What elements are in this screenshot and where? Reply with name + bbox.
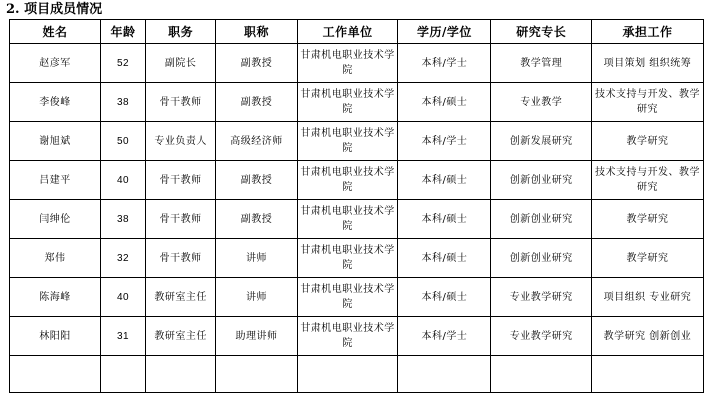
column-header-name: 姓名 [10, 20, 101, 44]
member-name: 赵彦军 [10, 44, 101, 83]
empty-cell [297, 356, 397, 393]
member-name: 陈海峰 [10, 278, 101, 317]
member-specialty: 专业教学研究 [491, 278, 591, 317]
member-title: 讲师 [216, 239, 298, 278]
member-row [10, 44, 704, 83]
member-specialty: 创新发展研究 [491, 122, 591, 161]
member-age: 40 [101, 278, 146, 317]
member-unit: 甘肃机电职业技术学院 [297, 122, 397, 161]
column-header-specialty: 研究专长 [491, 20, 591, 44]
member-unit: 甘肃机电职业技术学院 [297, 83, 397, 122]
member-task: 教学研究 创新创业 [591, 317, 703, 356]
member-degree: 本科/硕士 [398, 83, 491, 122]
empty-cell [398, 356, 491, 393]
member-degree: 本科/学士 [398, 317, 491, 356]
member-age: 40 [101, 161, 146, 200]
section-title: 2. 项目成员情况 [6, 2, 103, 17]
member-name: 吕建平 [10, 161, 101, 200]
member-row [10, 200, 704, 239]
members-table [9, 19, 704, 393]
member-position: 骨干教师 [146, 83, 216, 122]
empty-cell [10, 356, 101, 393]
member-title: 副教授 [216, 161, 298, 200]
member-title: 高级经济师 [216, 122, 298, 161]
member-position: 骨干教师 [146, 200, 216, 239]
member-unit: 甘肃机电职业技术学院 [297, 278, 397, 317]
member-age: 32 [101, 239, 146, 278]
member-age: 50 [101, 122, 146, 161]
member-title: 副教授 [216, 200, 298, 239]
member-name: 李俊峰 [10, 83, 101, 122]
member-position: 教研室主任 [146, 278, 216, 317]
member-age: 38 [101, 200, 146, 239]
member-row [10, 278, 704, 317]
member-position: 副院长 [146, 44, 216, 83]
member-specialty: 创新创业研究 [491, 239, 591, 278]
member-row [10, 122, 704, 161]
member-task: 技术支持与开发、教学研究 [591, 83, 703, 122]
member-degree: 本科/硕士 [398, 161, 491, 200]
member-name: 林阳阳 [10, 317, 101, 356]
member-row [10, 317, 704, 356]
empty-cell [101, 356, 146, 393]
member-task: 项目组织 专业研究 [591, 278, 703, 317]
member-name: 闫绅伦 [10, 200, 101, 239]
member-unit: 甘肃机电职业技术学院 [297, 44, 397, 83]
member-age: 52 [101, 44, 146, 83]
member-degree: 本科/硕士 [398, 239, 491, 278]
member-title: 讲师 [216, 278, 298, 317]
member-unit: 甘肃机电职业技术学院 [297, 317, 397, 356]
empty-cell [146, 356, 216, 393]
member-degree: 本科/硕士 [398, 278, 491, 317]
member-specialty: 创新创业研究 [491, 200, 591, 239]
column-header-unit: 工作单位 [297, 20, 397, 44]
member-task: 教学研究 [591, 200, 703, 239]
member-position: 专业负责人 [146, 122, 216, 161]
member-position: 骨干教师 [146, 161, 216, 200]
member-name: 谢旭斌 [10, 122, 101, 161]
column-header-age: 年龄 [101, 20, 146, 44]
member-age: 31 [101, 317, 146, 356]
member-task: 教学研究 [591, 239, 703, 278]
member-degree: 本科/学士 [398, 44, 491, 83]
member-name: 郑伟 [10, 239, 101, 278]
member-age: 38 [101, 83, 146, 122]
member-position: 教研室主任 [146, 317, 216, 356]
member-title: 助理讲师 [216, 317, 298, 356]
column-header-position: 职务 [146, 20, 216, 44]
column-header-task: 承担工作 [591, 20, 703, 44]
empty-cell [216, 356, 298, 393]
member-row [10, 161, 704, 200]
member-unit: 甘肃机电职业技术学院 [297, 161, 397, 200]
member-degree: 本科/硕士 [398, 200, 491, 239]
member-row [10, 239, 704, 278]
empty-cell [591, 356, 703, 393]
empty-cell [491, 356, 591, 393]
member-task: 教学研究 [591, 122, 703, 161]
member-specialty: 教学管理 [491, 44, 591, 83]
member-title: 副教授 [216, 83, 298, 122]
member-specialty: 专业教学研究 [491, 317, 591, 356]
member-row [10, 83, 704, 122]
member-title: 副教授 [216, 44, 298, 83]
member-task: 项目策划 组织统筹 [591, 44, 703, 83]
member-task: 技术支持与开发、教学研究 [591, 161, 703, 200]
column-header-title: 职称 [216, 20, 298, 44]
empty-row [10, 356, 704, 393]
member-unit: 甘肃机电职业技术学院 [297, 200, 397, 239]
member-position: 骨干教师 [146, 239, 216, 278]
member-specialty: 专业教学 [491, 83, 591, 122]
member-degree: 本科/学士 [398, 122, 491, 161]
member-unit: 甘肃机电职业技术学院 [297, 239, 397, 278]
column-header-degree: 学历/学位 [398, 20, 491, 44]
member-specialty: 创新创业研究 [491, 161, 591, 200]
header-row [10, 20, 704, 44]
